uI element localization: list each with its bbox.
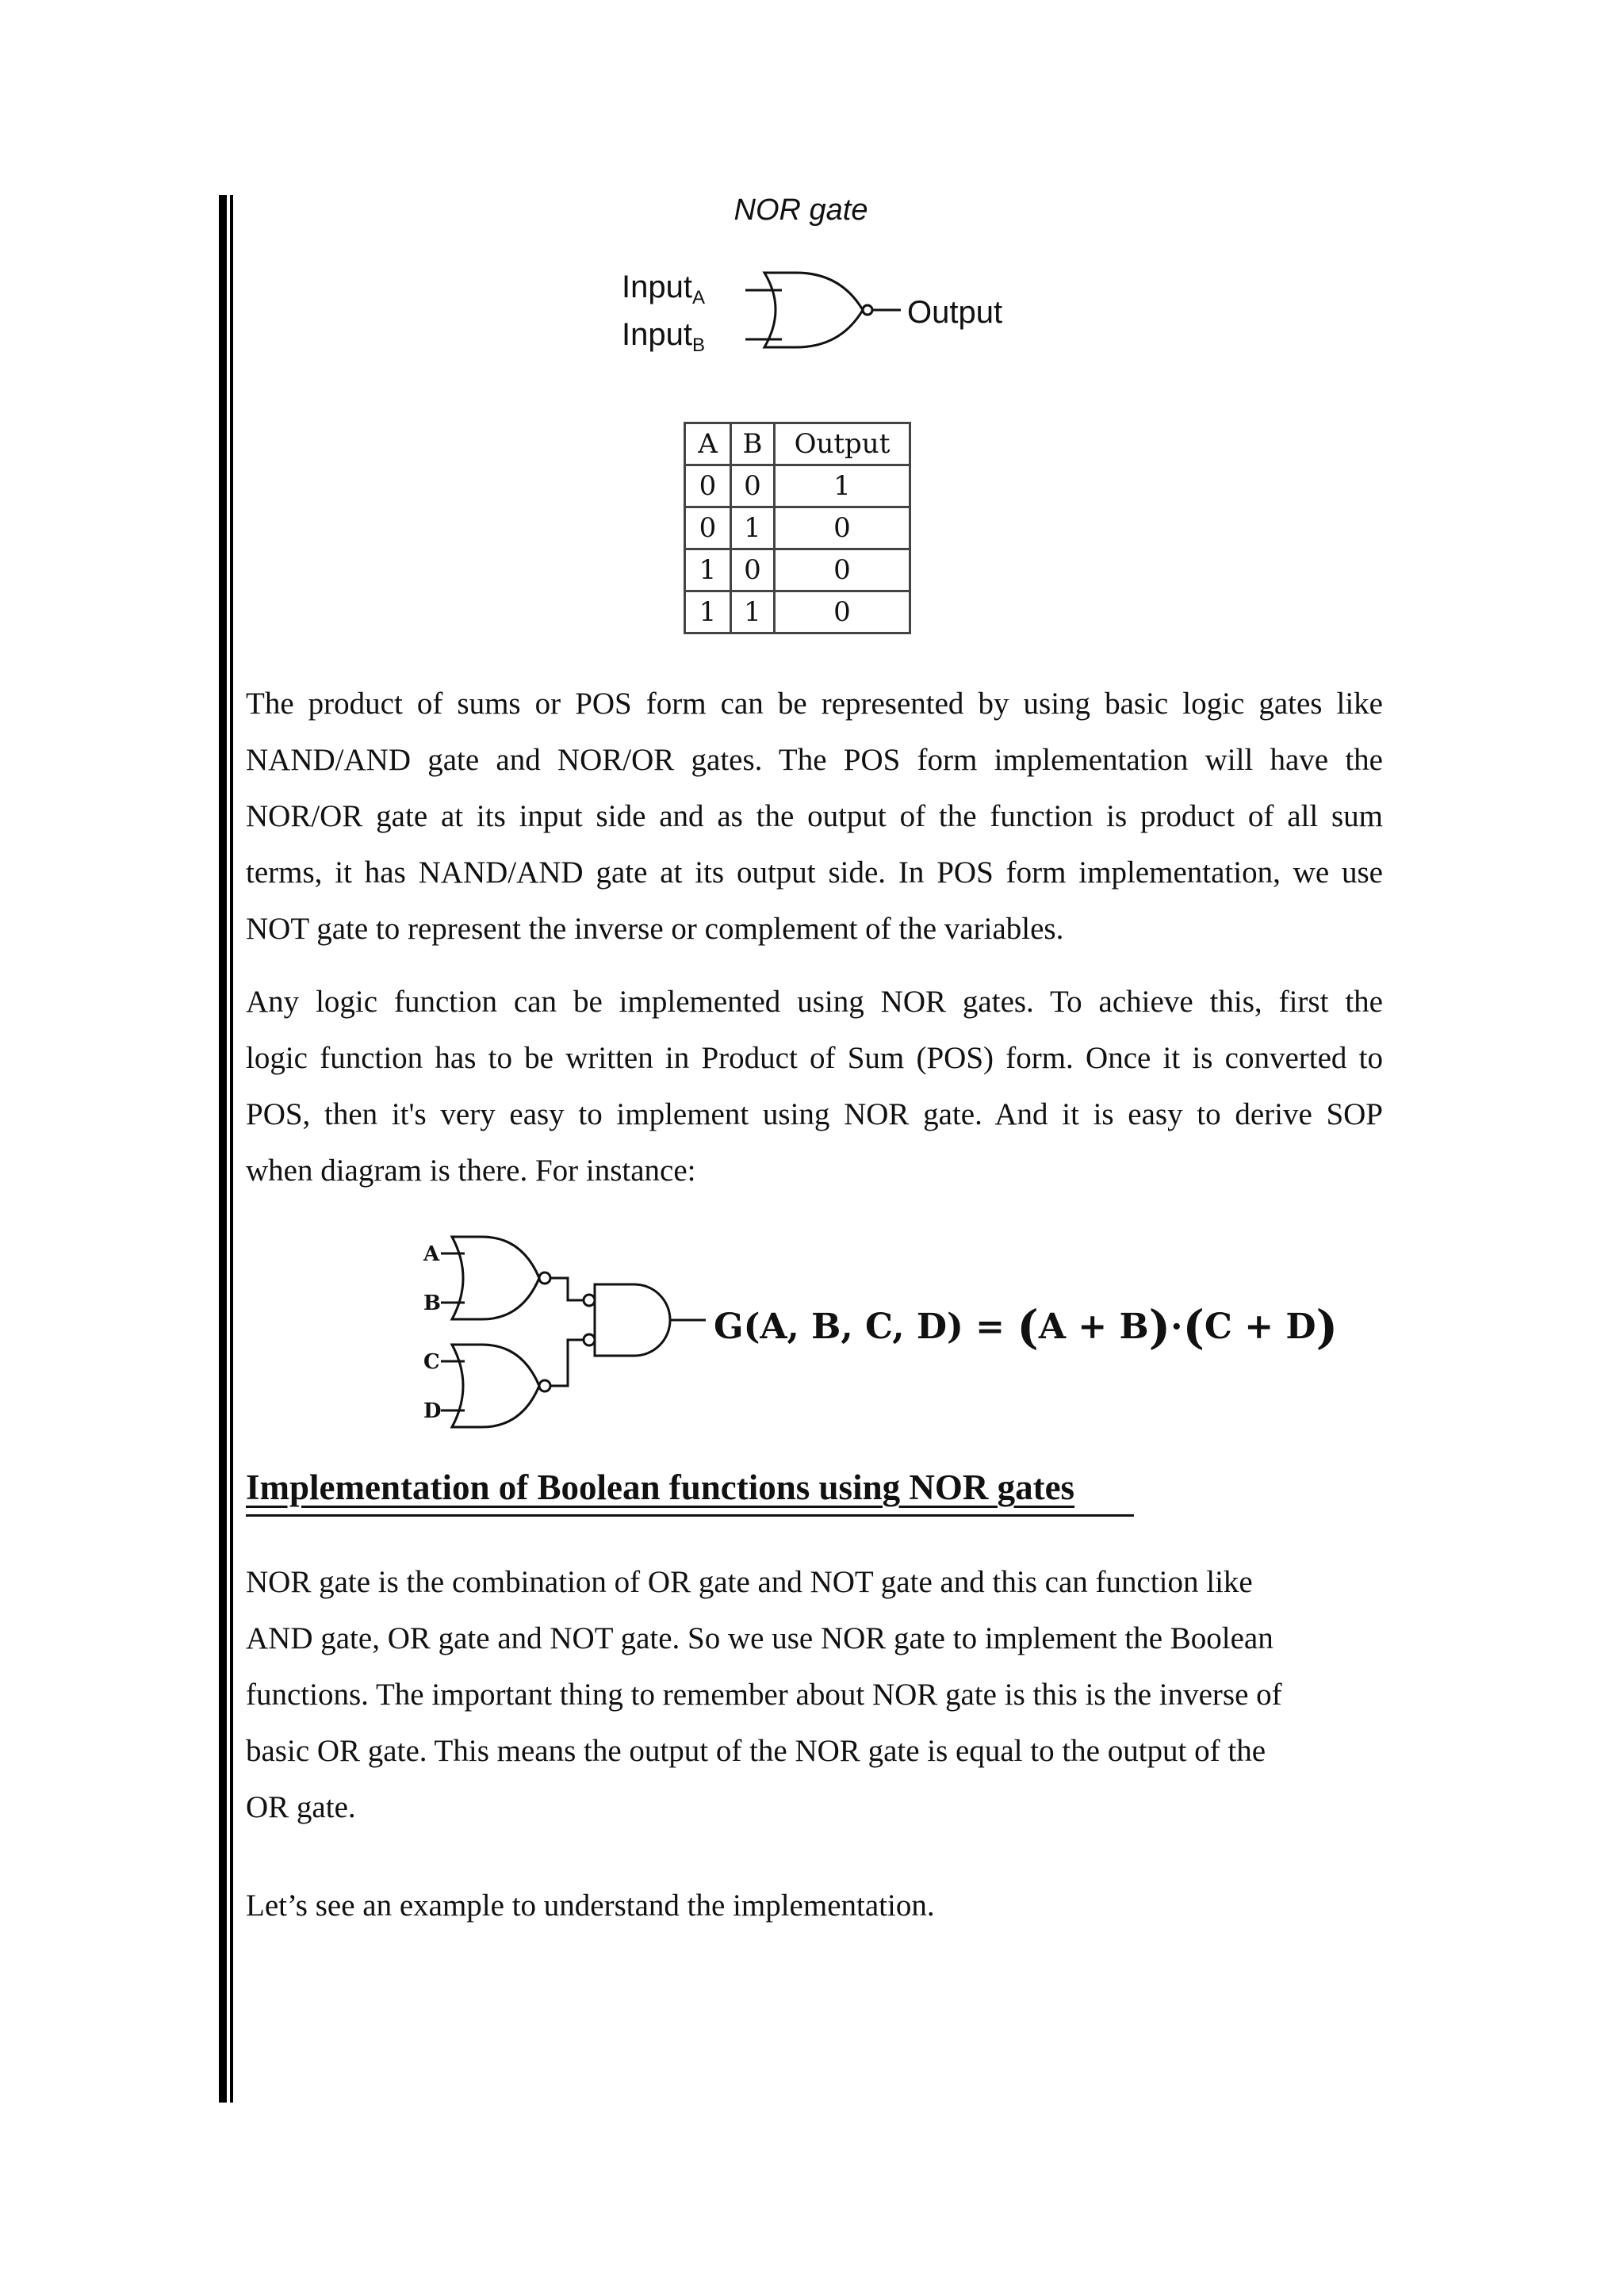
cell: 1 xyxy=(685,549,731,591)
cell: 1 xyxy=(731,591,775,633)
expr-term-2: C + D xyxy=(1204,1307,1316,1347)
text-line: Any logic function can be implemented using NOR gates. To achieve this, first the xyxy=(246,985,1383,1019)
paragraph-nor-implementation xyxy=(246,974,1383,1199)
text-line: The product of sums or POS form can be represented by using basic logic gates like xyxy=(246,687,1383,721)
table-row xyxy=(685,465,910,507)
cell: 0 xyxy=(685,507,731,549)
cell: 0 xyxy=(731,465,775,507)
nor-circuit-diagram xyxy=(412,1221,714,1435)
expr-left: G(A, B, C, D) = xyxy=(714,1307,1005,1347)
text-line: NAND/AND gate and NOR/OR gates. The POS form implementation will have the xyxy=(246,743,1383,777)
cell: 1 xyxy=(685,591,731,633)
nor-figure-title: NOR gate xyxy=(733,193,868,227)
expr-open-paren: ( xyxy=(1182,1300,1205,1354)
text-line: when diagram is there. For instance: xyxy=(246,1154,696,1188)
header-output: Output xyxy=(775,423,910,465)
circuit-input-a: A xyxy=(423,1242,440,1266)
text-line: functions. The important thing to remember about NOR gate is this is the inverse of xyxy=(246,1678,1282,1712)
paragraph-pos-form xyxy=(246,675,1383,957)
cell: 0 xyxy=(775,591,910,633)
nor-gate-symbol xyxy=(745,262,904,357)
cell: 0 xyxy=(731,549,775,591)
text-line: OR gate. xyxy=(246,1790,356,1824)
circuit-input-b: B xyxy=(423,1292,441,1315)
heading-double-underline xyxy=(246,1514,1134,1517)
output-label: Output xyxy=(907,295,1003,330)
cell: 1 xyxy=(731,507,775,549)
header-a: A xyxy=(685,423,731,465)
circuit-input-c: C xyxy=(423,1350,440,1374)
table-row xyxy=(685,549,910,591)
cell: 0 xyxy=(685,465,731,507)
header-b: B xyxy=(731,423,775,465)
table-row xyxy=(685,591,910,633)
input-a-label: Input$_A$ xyxy=(622,270,705,308)
expr-open-paren: ( xyxy=(1017,1300,1039,1354)
text-line: NOR/OR gate at its input side and as the output of the function is product of all sum xyxy=(246,799,1383,833)
boolean-expression xyxy=(714,1300,1338,1354)
cell: 0 xyxy=(775,507,910,549)
expr-dot: · xyxy=(1170,1307,1183,1347)
text-line: terms, it has NAND/AND gate at its output side. In POS form implementation, we use xyxy=(246,855,1383,890)
truth-table xyxy=(684,422,911,634)
cell: 0 xyxy=(775,549,910,591)
expr-close-paren: ) xyxy=(1148,1300,1171,1354)
expr-term-1: A + B xyxy=(1038,1307,1149,1347)
paragraph-example-intro xyxy=(246,1877,1383,1934)
margin-bar-thick xyxy=(219,195,227,2103)
text-line: NOR gate is the combination of OR gate and NOT gate and this can function like xyxy=(246,1565,1253,1599)
truth-table-header xyxy=(685,423,910,465)
table-row xyxy=(685,507,910,549)
text-line: basic OR gate. This means the output of the NOR gate is equal to the output of the xyxy=(246,1734,1266,1768)
input-b-label: Input$_B$ xyxy=(622,317,705,356)
circuit-input-d: D xyxy=(423,1399,442,1423)
cell: 1 xyxy=(775,465,910,507)
section-heading: Implementation of Boolean functions using NOR gates xyxy=(246,1468,1075,1507)
margin-bar-thin xyxy=(230,195,233,2103)
text-line: AND gate, OR gate and NOT gate. So we use NOR gate to implement the Boolean xyxy=(246,1621,1274,1655)
text-line: Let’s see an example to understand the implementation. xyxy=(246,1888,935,1923)
expr-close-paren: ) xyxy=(1316,1300,1339,1354)
text-line: NOT gate to represent the inverse or complement of the variables. xyxy=(246,912,1064,946)
paragraph-nor-gate-description xyxy=(246,1554,1383,1835)
text-line: POS, then it's very easy to implement using NOR gate. And it is easy to derive SOP xyxy=(246,1097,1383,1131)
text-line: logic function has to be written in Product of Sum (POS) form. Once it is converted to xyxy=(246,1041,1383,1075)
